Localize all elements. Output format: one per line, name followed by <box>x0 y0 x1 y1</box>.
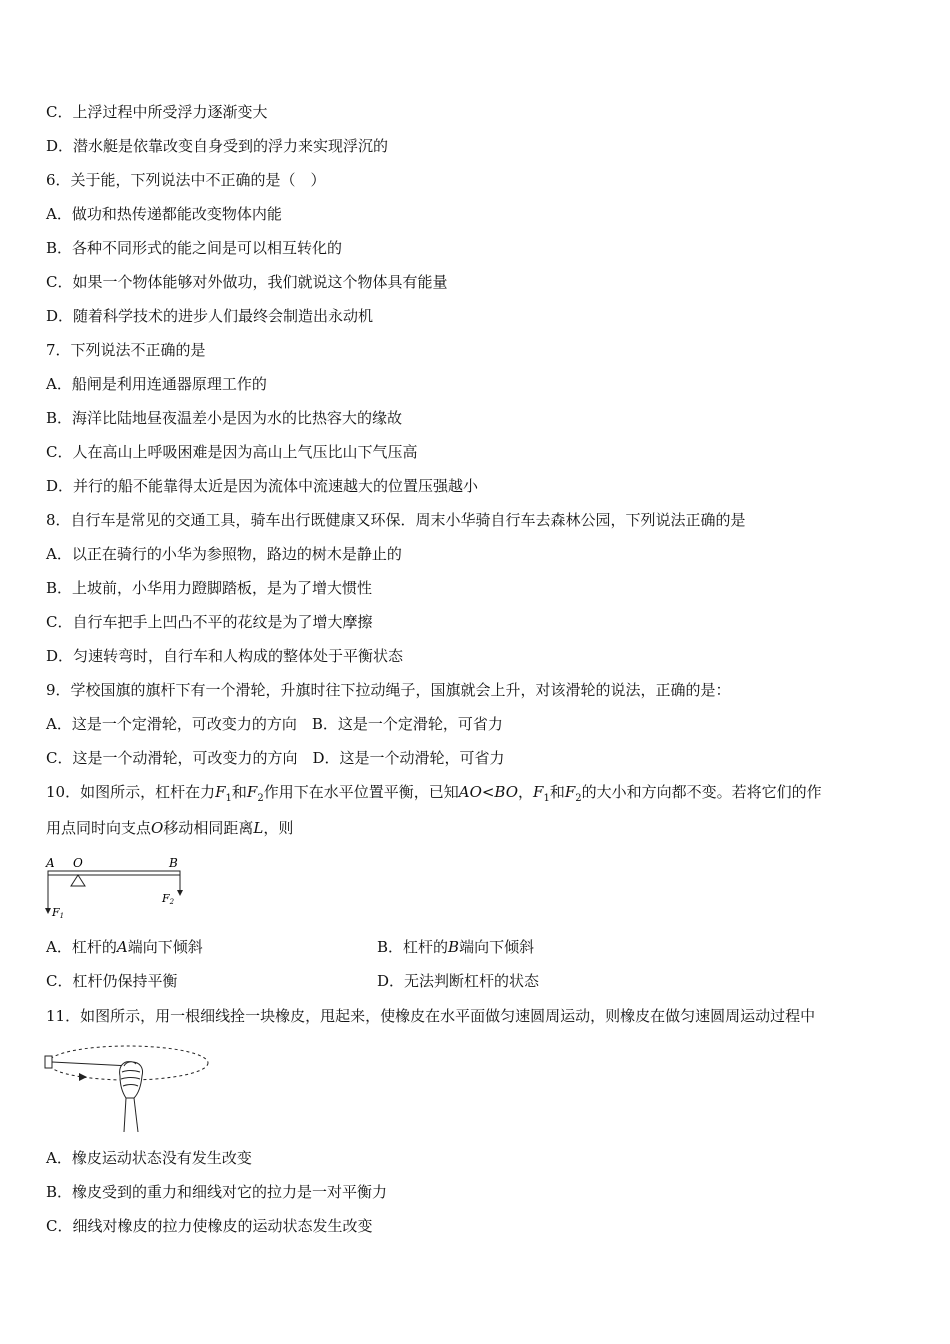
q6-stem: 6．关于能，下列说法中不正确的是（ ） <box>46 171 326 189</box>
q9-stem: 9．学校国旗的旗杆下有一个滑轮，升旗时往下拉动绳子，国旗就会上升，对该滑轮的说法，正确的是： <box>46 681 731 699</box>
q10-text: 作用下在水平位置平衡，已知 <box>263 783 459 801</box>
q8-option-b: B．上坡前，小华用力蹬脚踏板，是为了增大惯性 <box>46 579 373 597</box>
q10-option-b-text: B．杠杆的 <box>377 938 449 956</box>
q10-text: ，则 <box>263 819 294 837</box>
q10-var-a: A <box>116 938 128 956</box>
q11-option-c: C．细线对橡皮的拉力使橡皮的运动状态发生改变 <box>46 1217 373 1235</box>
q10-var-b: B <box>448 938 460 956</box>
q6-option-a: A．做功和热传递都能改变物体内能 <box>46 205 282 223</box>
q9-options-ab: A．这是一个定滑轮，可改变力的方向 B．这是一个定滑轮，可省力 <box>46 715 503 733</box>
string <box>52 1062 130 1066</box>
q6-option-d: D．随着科学技术的进步人们最终会制造出永动机 <box>46 307 374 325</box>
q10-var-o: O <box>151 819 164 837</box>
force-f2-arrowhead <box>177 890 183 896</box>
label-f2: F2 <box>162 892 175 906</box>
q10-sub: 2 <box>575 793 582 804</box>
q8-option-d: D．匀速转弯时，自行车和人构成的整体处于平衡状态 <box>46 647 404 665</box>
lever-diagram <box>40 852 200 924</box>
q5-option-d: D．潜水艇是依靠改变自身受到的浮力来实现浮沉的 <box>46 137 389 155</box>
q10-var-f2: F <box>564 783 576 801</box>
q10-var-f1: F <box>215 783 226 801</box>
label-o: O <box>73 856 83 870</box>
q10-text: 和 <box>231 783 247 801</box>
q10-text: 的大小和方向都不变。若将它们的作 <box>581 783 822 801</box>
q10-text: 如图所示，杠杆在力 <box>80 783 216 801</box>
label-b: B <box>169 856 178 870</box>
q10-sub: 2 <box>257 793 264 804</box>
q7-option-d: D．并行的船不能靠得太近是因为流体中流速越大的位置压强越小 <box>46 477 479 495</box>
eraser <box>45 1056 52 1068</box>
fulcrum <box>71 875 85 886</box>
q10-sub: 1 <box>543 793 550 804</box>
q11-option-a: A．橡皮运动状态没有发生改变 <box>46 1149 252 1167</box>
lever-bar <box>48 871 180 875</box>
q10-option-b-text: 端向下倾斜 <box>459 938 535 956</box>
q7-option-b: B．海洋比陆地昼夜温差小是因为水的比热容大的缘故 <box>46 409 403 427</box>
q10-option-d: D．无法判断杠杆的状态 <box>377 972 540 990</box>
q10-text: 移动相同距离 <box>163 819 254 837</box>
q10-number: 10． <box>46 783 81 801</box>
q5-option-c: C．上浮过程中所受浮力逐渐变大 <box>46 103 268 121</box>
q7-option-c: C．人在高山上呼吸困难是因为高山上气压比山下气压高 <box>46 443 418 461</box>
q8-option-c: C．自行车把手上凹凸不平的花纹是为了增大摩擦 <box>46 613 373 631</box>
q10-option-a-text: A．杠杆的 <box>46 938 117 956</box>
q10-var-f1: F <box>533 783 544 801</box>
q8-stem: 8．自行车是常见的交通工具，骑车出行既健康又环保．周末小华骑自行车去森林公园，下列说法正确的是 <box>46 511 746 529</box>
q6-option-c: C．如果一个物体能够对外做功，我们就说这个物体具有能量 <box>46 273 448 291</box>
q7-option-a: A．船闸是利用连通器原理工作的 <box>46 375 267 393</box>
label-f1: F1 <box>52 906 65 920</box>
q11-option-b: B．橡皮受到的重力和细线对它的拉力是一对平衡力 <box>46 1183 388 1201</box>
circular-motion-diagram <box>40 1036 215 1136</box>
motion-arrow-icon <box>79 1073 87 1081</box>
q10-option-a-text: 端向下倾斜 <box>127 938 203 956</box>
q10-option-c: C．杠杆仍保持平衡 <box>46 972 178 990</box>
q11-stem: 11．如图所示，用一根细线拴一块橡皮，甩起来，使橡皮在水平面做匀速圆周运动，则橡皮在做匀速圆周运动过程中 <box>46 1007 816 1025</box>
q10-stem-line2 <box>46 818 293 838</box>
q8-option-a: A．以正在骑行的小华为参照物，路边的树木是静止的 <box>46 545 402 563</box>
q10-var-ao: AO<BO <box>458 783 519 801</box>
label-a: A <box>46 856 55 870</box>
q10-sub: 1 <box>225 793 232 804</box>
q6-option-b: B．各种不同形式的能之间是可以相互转化的 <box>46 239 343 257</box>
q7-stem: 7．下列说法不正确的是 <box>46 341 206 359</box>
hand-icon <box>120 1062 143 1132</box>
force-f1-arrowhead <box>45 908 51 914</box>
q10-var-l: L <box>253 819 264 837</box>
q10-option-a <box>46 937 203 957</box>
q10-var-f2: F <box>246 783 258 801</box>
q10-stem-line1 <box>46 782 822 809</box>
q9-options-cd: C．这是一个动滑轮，可改变力的方向 D．这是一个动滑轮，可省力 <box>46 749 505 767</box>
q10-option-b <box>377 937 534 957</box>
q10-text: 用点同时向支点 <box>46 819 152 837</box>
q10-text: 和 <box>549 783 565 801</box>
q10-text: ， <box>518 783 534 801</box>
